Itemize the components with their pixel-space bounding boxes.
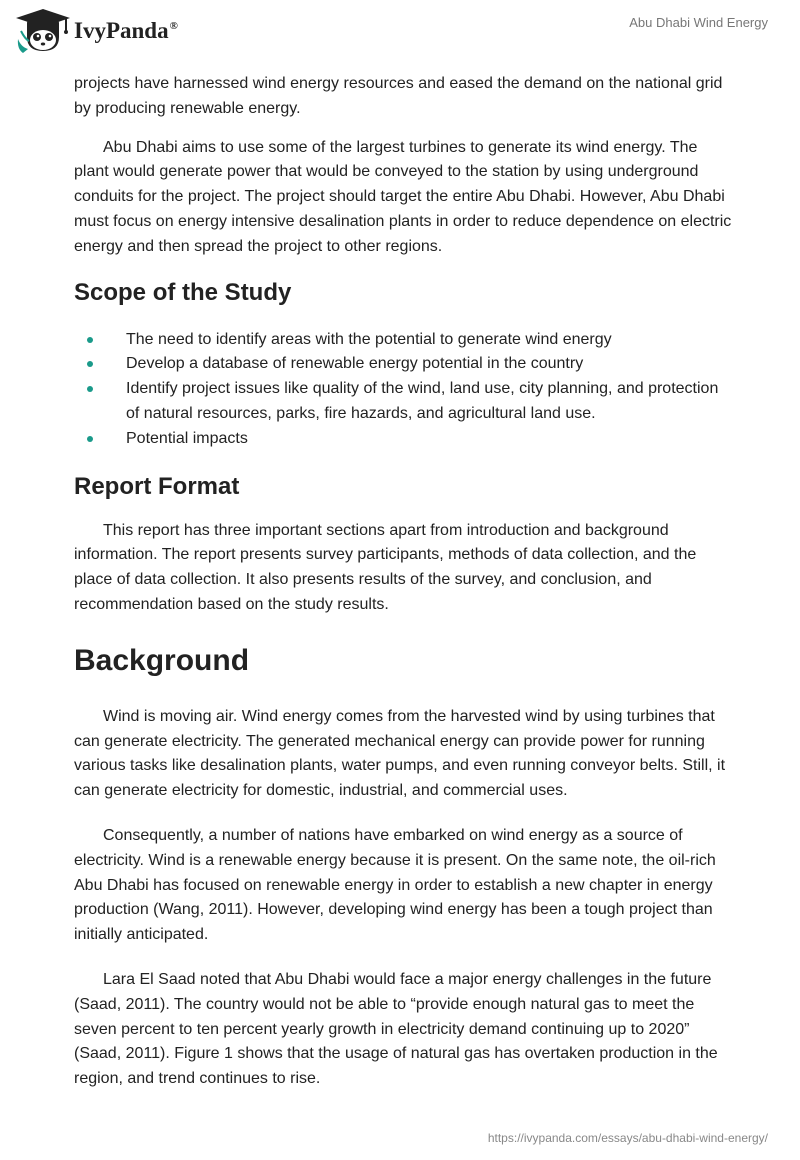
bullet-icon <box>87 337 93 343</box>
report-format-paragraph: This report has three important sections apart from introduction and background information. The report presents survey participants, methods of data collection, and the place of data collection. It also presents results of the survey, and conclusion, and recommendation based on the study results. <box>74 521 697 613</box>
document-title: Abu Dhabi Wind Energy <box>629 15 768 30</box>
essay-content <box>74 72 734 1106</box>
list-item: Potential impacts <box>74 427 734 452</box>
scope-list <box>74 328 734 452</box>
background-heading: Background <box>74 643 250 677</box>
intro-paragraph-1: projects have harnessed wind energy resources and eased the demand on the national grid by producing renewable energy. <box>74 75 723 117</box>
scope-heading: Scope of the Study <box>74 278 292 306</box>
background-paragraph-2: Consequently, a number of nations have embarked on wind energy as a source of electricity. Wind is a renewable energy because it is present. On the same note, the oil-rich Abu Dhabi has focused on renewable energy in order to establish a new chapter in energy production (Wang, 2011). However, developing wind energy has been a tough project than initially anticipated. <box>74 826 716 944</box>
bullet-icon <box>87 386 93 392</box>
intro-paragraph-2: Abu Dhabi aims to use some of the largest turbines to generate its wind energy. The plant would generate power that would be conveyed to the station by using underground conduits for the project. The project should target the entire Abu Dhabi. However, Abu Dhabi must focus on energy intensive desalination plants in order to reduce dependence on electric energy and then spread the project to other regions. <box>74 138 732 255</box>
page-header <box>0 0 800 70</box>
background-paragraph-3: Lara El Saad noted that Abu Dhabi would face a major energy challenges in the future (Saad, 2011). The country would not be able to “provide enough natural gas to meet the seven percent to ten percent yearly growth in electricity demand continuing up to 2020” (Saad, 2011). Figure 1 shows that the usage of natural gas has overtaken production in the region, and trend continues to rise. <box>74 970 718 1088</box>
list-item: Identify project issues like quality of the wind, land use, city planning, and protection of natural resources, parks, fire hazards, and agricultural land use. <box>74 377 734 427</box>
list-item: Develop a database of renewable energy potential in the country <box>74 352 734 377</box>
list-item: The need to identify areas with the potential to generate wind energy <box>74 328 734 353</box>
report-format-heading: Report Format <box>74 472 240 500</box>
brand-name: IvyPanda® <box>74 18 178 43</box>
background-paragraph-1: Wind is moving air. Wind energy comes from the harvested wind by using turbines that can generate electricity. The generated mechanical energy can provide power for running various tasks like desalination plants, water pumps, and even running conveyor belts. Still, it can generate electricity for domestic, industrial, and commercial uses. <box>74 707 726 800</box>
panda-logo-icon <box>14 7 72 55</box>
ivypanda-logo[interactable] <box>14 7 178 55</box>
bullet-icon <box>87 361 93 367</box>
bullet-icon <box>87 436 93 442</box>
source-url[interactable]: https://ivypanda.com/essays/abu-dhabi-wind-energy/ <box>487 1131 768 1145</box>
